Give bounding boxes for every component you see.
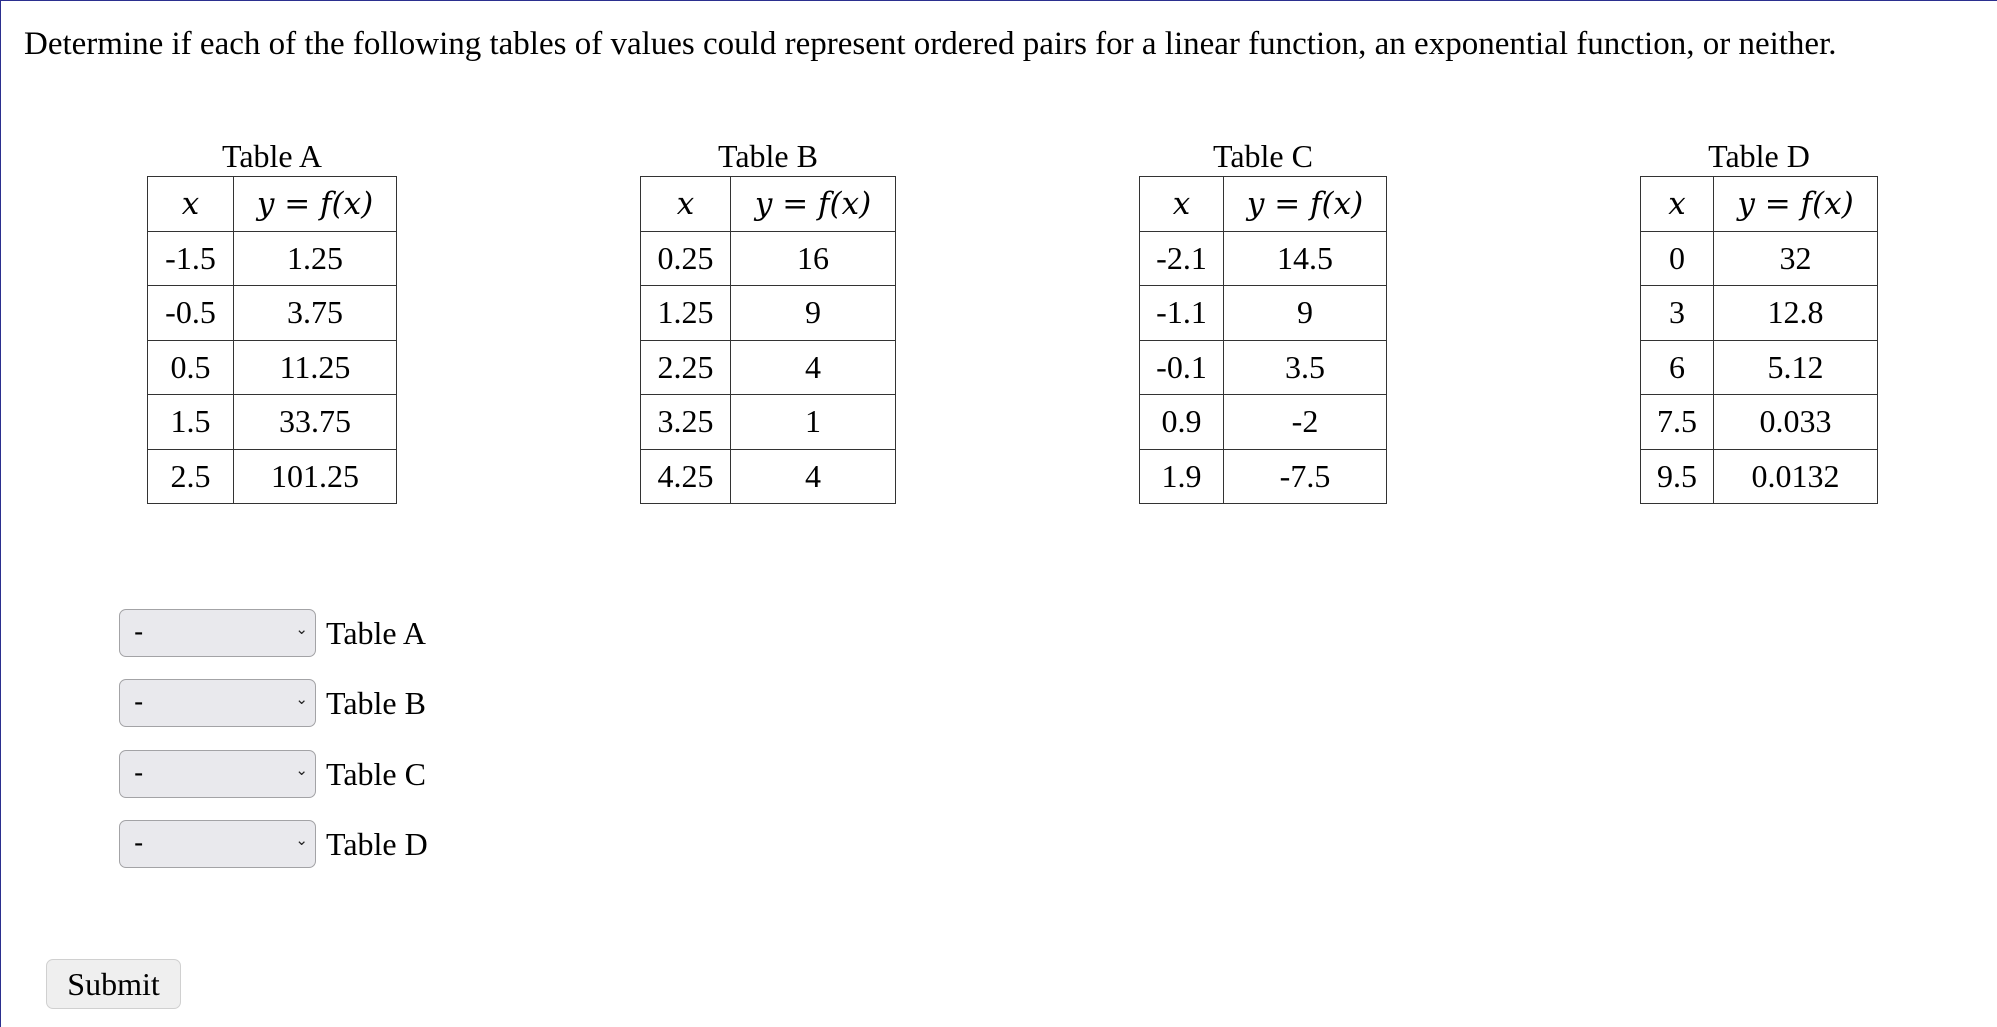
table-row <box>148 286 397 341</box>
table-row <box>1641 231 1878 286</box>
x-cell: -2.1 <box>1140 231 1224 286</box>
y-cell: 9 <box>731 286 896 341</box>
y-header: y = f(x) <box>1714 177 1878 232</box>
y-cell: 16 <box>731 231 896 286</box>
select-value: - <box>134 827 144 858</box>
select-value: - <box>134 616 144 647</box>
y-cell: 14.5 <box>1224 231 1387 286</box>
header-row <box>1641 177 1878 232</box>
table-row <box>148 340 397 395</box>
table-row <box>1641 340 1878 395</box>
y-cell: -2 <box>1224 395 1387 450</box>
x-cell: 3 <box>1641 286 1714 341</box>
classification-select-b[interactable] <box>119 679 316 727</box>
table-row <box>1140 286 1387 341</box>
header-row <box>1140 177 1387 232</box>
x-header: x <box>148 177 234 232</box>
table-row <box>148 231 397 286</box>
x-cell: 0.25 <box>641 231 731 286</box>
x-header: x <box>1641 177 1714 232</box>
y-cell: 32 <box>1714 231 1878 286</box>
values-table <box>640 176 896 504</box>
table-row <box>1140 395 1387 450</box>
classification-select-c[interactable] <box>119 750 316 798</box>
y-cell: 11.25 <box>234 340 397 395</box>
table-row <box>641 449 896 504</box>
y-cell: 4 <box>731 340 896 395</box>
table-row <box>1140 340 1387 395</box>
header-row <box>148 177 397 232</box>
table-title: Table D <box>1708 138 1810 174</box>
table-row <box>641 395 896 450</box>
x-cell: 9.5 <box>1641 449 1714 504</box>
chevron-down-icon: ⌄ <box>295 690 308 708</box>
x-cell: 0.9 <box>1140 395 1224 450</box>
select-value: - <box>134 686 144 717</box>
question-prompt: Determine if each of the following tables of values could represent ordered pairs for a linear function, an exponential function, or neither. <box>24 26 1837 62</box>
table-row <box>641 286 896 341</box>
x-cell: 1.25 <box>641 286 731 341</box>
x-cell: 0.5 <box>148 340 234 395</box>
table-b <box>640 136 896 504</box>
answer-row-b <box>119 678 426 728</box>
x-cell: 6 <box>1641 340 1714 395</box>
y-cell: 5.12 <box>1714 340 1878 395</box>
classification-select-d[interactable] <box>119 820 316 868</box>
select-value: - <box>134 757 144 788</box>
y-cell: 1 <box>731 395 896 450</box>
x-cell: 1.5 <box>148 395 234 450</box>
y-cell: 12.8 <box>1714 286 1878 341</box>
table-title: Table A <box>222 138 322 174</box>
table-title: Table B <box>718 138 818 174</box>
x-header: x <box>1140 177 1224 232</box>
answer-label: Table C <box>326 756 426 792</box>
answer-label: Table A <box>326 615 426 651</box>
x-cell: 1.9 <box>1140 449 1224 504</box>
table-c <box>1139 136 1387 504</box>
x-cell: 0 <box>1641 231 1714 286</box>
y-cell: 3.75 <box>234 286 397 341</box>
x-cell: 2.5 <box>148 449 234 504</box>
y-cell: 1.25 <box>234 231 397 286</box>
x-cell: -0.5 <box>148 286 234 341</box>
submit-button[interactable]: Submit <box>46 959 181 1009</box>
table-row <box>641 340 896 395</box>
x-cell: 3.25 <box>641 395 731 450</box>
y-cell: 3.5 <box>1224 340 1387 395</box>
x-cell: -0.1 <box>1140 340 1224 395</box>
x-cell: 4.25 <box>641 449 731 504</box>
table-row <box>1140 231 1387 286</box>
table-row <box>1140 449 1387 504</box>
y-header: y = f(x) <box>1224 177 1387 232</box>
y-cell: 0.033 <box>1714 395 1878 450</box>
table-row <box>1641 286 1878 341</box>
answer-row-a <box>119 608 426 658</box>
y-cell: 101.25 <box>234 449 397 504</box>
y-cell: 0.0132 <box>1714 449 1878 504</box>
table-d <box>1640 136 1878 504</box>
values-table <box>147 176 397 504</box>
answer-row-c <box>119 749 426 799</box>
y-cell: 33.75 <box>234 395 397 450</box>
x-cell: -1.5 <box>148 231 234 286</box>
answer-row-d <box>119 819 428 869</box>
y-cell: 4 <box>731 449 896 504</box>
x-cell: 7.5 <box>1641 395 1714 450</box>
x-header: x <box>641 177 731 232</box>
header-row <box>641 177 896 232</box>
table-row <box>641 231 896 286</box>
y-header: y = f(x) <box>234 177 397 232</box>
table-a <box>147 136 397 504</box>
chevron-down-icon: ⌄ <box>295 831 308 849</box>
values-table <box>1139 176 1387 504</box>
classification-select-a[interactable] <box>119 609 316 657</box>
y-cell: 9 <box>1224 286 1387 341</box>
values-table <box>1640 176 1878 504</box>
y-cell: -7.5 <box>1224 449 1387 504</box>
table-title: Table C <box>1213 138 1313 174</box>
chevron-down-icon: ⌄ <box>295 761 308 779</box>
table-row <box>148 395 397 450</box>
answer-label: Table B <box>326 685 426 721</box>
table-row <box>148 449 397 504</box>
x-cell: -1.1 <box>1140 286 1224 341</box>
x-cell: 2.25 <box>641 340 731 395</box>
table-row <box>1641 449 1878 504</box>
table-row <box>1641 395 1878 450</box>
answer-label: Table D <box>326 826 428 862</box>
y-header: y = f(x) <box>731 177 896 232</box>
chevron-down-icon: ⌄ <box>295 620 308 638</box>
